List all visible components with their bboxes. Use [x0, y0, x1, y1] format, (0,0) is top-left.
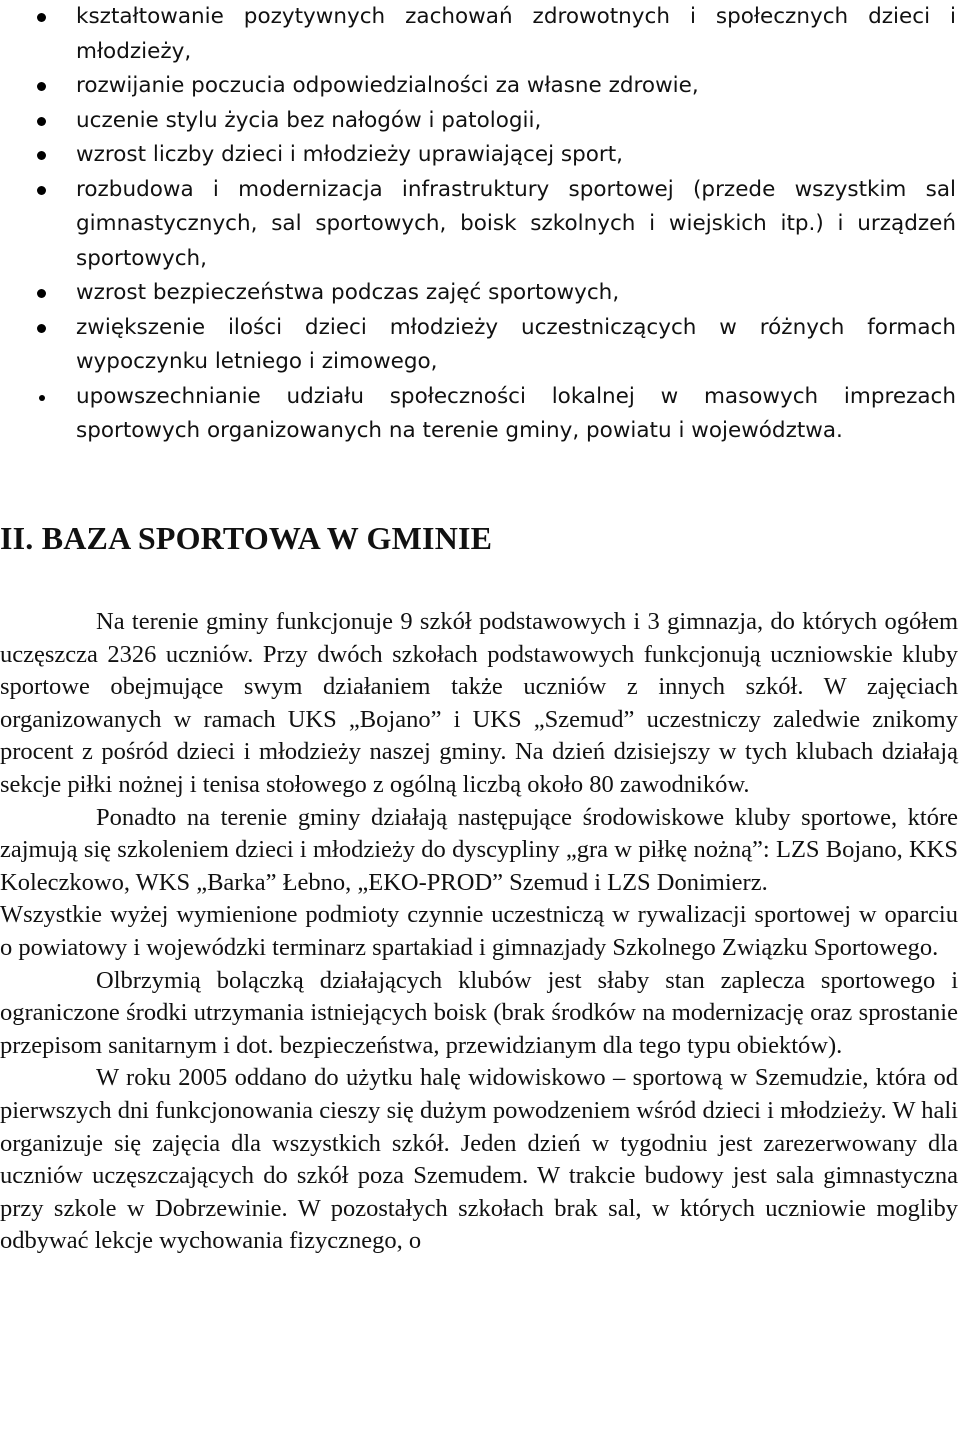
bullet-icon	[37, 82, 46, 91]
list-item	[0, 104, 960, 139]
list-item-text: uczenie stylu życia bez nałogów i patologii,	[76, 107, 542, 133]
bullet-icon	[37, 151, 46, 160]
list-item-text: rozwijanie poczucia odpowiedzialności za własne zdrowie,	[76, 73, 699, 98]
paragraph: Na terenie gminy funkcjonuje 9 szkół podstawowych i 3 gimnazja, do których ogółem uczęszcza 2326 uczniów. Przy dwóch szkołach podstawowych funkcjonują uczniowskie kluby sportowe obejmujące swym działaniem także uczniów z innych szkół. W zajęciach organizowanych w ramach UKS „Bojano” i UKS „Szemud” uczestniczy zaledwie znikomy procent z pośród dzieci i młodzieży naszej gminy. Na dzień dzisiejszy w tych klubach działają sekcje piłki nożnej i tenisa stołowego z ogólną liczbą około 80 zawodników.	[0, 608, 958, 798]
paragraph: Wszystkie wyżej wymienione podmioty czynnie uczestniczą w rywalizacji sportowej w oparciu o powiatowy i wojewódzki terminarz spartakiad i gimnazjady Szkolnego Związku Sportowego.	[0, 901, 958, 961]
list-item	[0, 380, 960, 449]
list-item	[0, 276, 960, 311]
paragraph: Ponadto na terenie gminy działają następujące środowiskowe kluby sportowe, które zajmują się szkoleniem dzieci i młodzieży do dyscypliny „gra w piłkę nożną”: LZS Bojano, KKS Koleczkowo, WKS „Barka” Łebno, „EKO-PROD” Szemud i LZS Donimierz.	[0, 803, 958, 896]
bullet-icon	[37, 186, 46, 195]
list-item	[0, 311, 960, 380]
bullet-icon	[37, 117, 46, 126]
bullet-icon	[37, 324, 46, 333]
bullet-icon	[37, 13, 46, 22]
paragraph: W roku 2005 oddano do użytku halę widowiskowo – sportową w Szemudzie, która od pierwszych dni funkcjonowania cieszy się dużym powodzeniem wśród dzieci i młodzieży. W hali organizuje się zajęcia dla wszystkich szkół. Jeden dzień w tygodniu jest zarezerwowany dla uczniów uczęszczających do szkół poza Szemudem. W trakcie budowy jest sala gimnastyczna przy szkole w Dobrzewinie. W pozostałych szkołach brak sal, w których uczniowie mogliby odbywać lekcje wychowania fizycznego, o	[0, 1064, 958, 1255]
list-item-text: upowszechnianie udziału społeczności lokalnej w masowych imprezach sportowych organizowanych na terenie gminy, powiatu i województwa.	[76, 383, 956, 443]
list-item-text: rozbudowa i modernizacja infrastruktury sportowej (przede wszystkim sal gimnastycznych, sal sportowych, boisk szkolnych i wiejskich itp.) i urządzeń sportowych,	[76, 176, 956, 271]
list-item	[0, 173, 960, 277]
goals-bullet-list	[0, 0, 960, 449]
section-body	[0, 606, 958, 1258]
list-item-text: wzrost liczby dzieci i młodzieży uprawiającej sport,	[76, 142, 624, 167]
list-item	[0, 0, 960, 69]
list-item	[0, 138, 960, 173]
paragraph: Olbrzymią bolączką działających klubów jest słaby stan zaplecza sportowego i ograniczone środki utrzymania istniejących boisk (brak środków na modernizację oraz sprostanie przepisom sanitarnym i dot. bezpieczeństwa, przewidzianym dla tego typu obiektów).	[0, 966, 958, 1059]
bullet-icon	[37, 289, 46, 298]
section-heading: II. BAZA SPORTOWA W GMINIE	[0, 520, 493, 556]
list-item-text: wzrost bezpieczeństwa podczas zajęć sportowych,	[76, 280, 620, 305]
list-item-text: kształtowanie pozytywnych zachowań zdrowotnych i społecznych dzieci i młodzieży,	[76, 4, 956, 64]
bullet-icon	[39, 395, 45, 401]
list-item	[0, 69, 960, 104]
list-item-text: zwiększenie ilości dzieci młodzieży uczestniczących w różnych formach wypoczynku letniego i zimowego,	[76, 314, 956, 374]
